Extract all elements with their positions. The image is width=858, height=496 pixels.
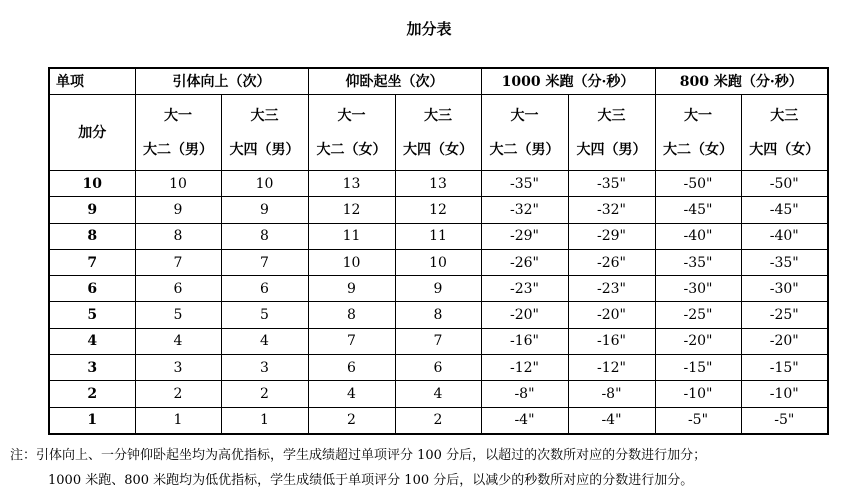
table-cell: -20"	[568, 302, 655, 328]
subheader-bottom: 大二（女）	[316, 141, 387, 158]
header-pullup: 引体向上（次）	[135, 68, 308, 95]
table-cell: -40"	[655, 223, 741, 249]
table-cell: 3	[135, 355, 221, 381]
bonus-points-cell: 9	[49, 197, 135, 223]
table-cell: -32"	[568, 197, 655, 223]
table-cell: -15"	[655, 355, 741, 381]
table-row	[49, 223, 828, 249]
table-cell: 10	[221, 171, 308, 197]
subheader-top: 大三	[770, 107, 799, 124]
table-cell: -50"	[655, 171, 741, 197]
page-title: 加分表	[406, 20, 452, 38]
subheader-bottom: 大二（男）	[143, 141, 213, 158]
table-cell: 2	[395, 407, 481, 434]
bonus-points-cell: 7	[49, 249, 135, 275]
table-cell: 6	[308, 355, 395, 381]
bonus-points-cell: 4	[49, 328, 135, 354]
table-row	[49, 276, 828, 302]
table-cell: 12	[395, 197, 481, 223]
subheader-top: 大三	[424, 107, 452, 124]
table-row	[49, 302, 828, 328]
table-cell: -45"	[741, 197, 828, 223]
bonus-points-cell: 2	[49, 381, 135, 407]
table-cell: -12"	[481, 355, 568, 381]
table-row	[49, 381, 828, 407]
table-row	[49, 328, 828, 354]
table-cell: 11	[395, 223, 481, 249]
table-cell: 8	[135, 223, 221, 249]
table-cell: 9	[221, 197, 308, 223]
table-cell: -35"	[568, 171, 655, 197]
table-cell: 8	[308, 302, 395, 328]
table-header-row	[49, 68, 828, 95]
bonus-points-table	[48, 67, 829, 435]
table-cell: 8	[221, 223, 308, 249]
table-cell: 9	[135, 197, 221, 223]
table-cell: -26"	[481, 249, 568, 275]
table-cell: -30"	[655, 276, 741, 302]
table-cell: 2	[221, 381, 308, 407]
table-cell: -12"	[568, 355, 655, 381]
table-row	[49, 407, 828, 434]
subheader-top: 大一	[684, 107, 712, 124]
subheader-cell	[135, 95, 221, 171]
note-line-2: 1000 米跑、800 米跑均为低优指标，学生成绩低于单项评分 100 分后，以减少的秒数所对应的分数进行加分。	[48, 473, 694, 488]
table-cell: 6	[135, 276, 221, 302]
table-row	[49, 171, 828, 197]
subheader-top: 大三	[250, 107, 279, 124]
table-cell: -4"	[568, 407, 655, 434]
table-cell: 13	[308, 171, 395, 197]
subheader-top: 大一	[337, 107, 366, 124]
table-cell: -16"	[481, 328, 568, 354]
bonus-points-cell: 5	[49, 302, 135, 328]
table-cell: -50"	[741, 171, 828, 197]
table-cell: 4	[135, 328, 221, 354]
subheader-cell	[568, 95, 655, 171]
subheader-bottom: 大四（男）	[229, 141, 300, 158]
bonus-points-cell: 3	[49, 355, 135, 381]
table-cell: -30"	[741, 276, 828, 302]
table-cell: 11	[308, 223, 395, 249]
table-row	[49, 249, 828, 275]
subheader-cell	[655, 95, 741, 171]
table-cell: -23"	[568, 276, 655, 302]
table-cell: -20"	[741, 328, 828, 354]
table-cell: 1	[135, 407, 221, 434]
table-cell: 4	[395, 381, 481, 407]
subheader-cell	[308, 95, 395, 171]
table-cell: 10	[395, 249, 481, 275]
table-cell: -40"	[741, 223, 828, 249]
table-cell: 2	[308, 407, 395, 434]
bonus-points-cell: 10	[49, 171, 135, 197]
header-800m: 800 米跑（分·秒）	[655, 68, 828, 95]
table-cell: 5	[135, 302, 221, 328]
bonus-points-cell: 1	[49, 407, 135, 434]
header-bonus: 加分	[49, 95, 135, 171]
table-cell: -8"	[481, 381, 568, 407]
table-cell: -5"	[655, 407, 741, 434]
table-cell: -45"	[655, 197, 741, 223]
table-cell: -20"	[655, 328, 741, 354]
subheader-bottom: 大二（男）	[489, 141, 560, 158]
subheader-cell	[221, 95, 308, 171]
table-body	[49, 171, 828, 434]
table-cell: -10"	[655, 381, 741, 407]
subheader-bottom: 大四（女）	[749, 141, 820, 158]
table-cell: 1	[221, 407, 308, 434]
table-cell: 8	[395, 302, 481, 328]
note-line-1: 注：引体向上、一分钟仰卧起坐均为高优指标，学生成绩超过单项评分 100 分后，以超过的次数所对应的分数进行加分；	[10, 448, 707, 463]
bonus-points-cell: 6	[49, 276, 135, 302]
table-cell: -8"	[568, 381, 655, 407]
subheader-top: 大三	[597, 107, 626, 124]
table-cell: 10	[308, 249, 395, 275]
table-cell: 5	[221, 302, 308, 328]
table-cell: -23"	[481, 276, 568, 302]
table-cell: -16"	[568, 328, 655, 354]
subheader-bottom: 大二（女）	[663, 141, 733, 158]
table-cell: -29"	[568, 223, 655, 249]
table-cell: -5"	[741, 407, 828, 434]
table-cell: 12	[308, 197, 395, 223]
table-cell: 13	[395, 171, 481, 197]
table-cell: -20"	[481, 302, 568, 328]
table-cell: -4"	[481, 407, 568, 434]
table-cell: -32"	[481, 197, 568, 223]
table-cell: -10"	[741, 381, 828, 407]
table-cell: -35"	[481, 171, 568, 197]
table-cell: 9	[308, 276, 395, 302]
table-cell: 6	[395, 355, 481, 381]
subheader-top: 大一	[510, 107, 539, 124]
table-cell: 10	[135, 171, 221, 197]
table-cell: 9	[395, 276, 481, 302]
subheader-cell	[741, 95, 828, 171]
table-cell: 7	[135, 249, 221, 275]
subheader-bottom: 大四（女）	[403, 141, 473, 158]
table-cell: 4	[308, 381, 395, 407]
table-subheader-row	[49, 95, 828, 171]
table-cell: -25"	[655, 302, 741, 328]
table-row	[49, 355, 828, 381]
subheader-top: 大一	[164, 107, 192, 124]
subheader-bottom: 大四（男）	[576, 141, 647, 158]
table-cell: -35"	[655, 249, 741, 275]
table-cell: 7	[395, 328, 481, 354]
table-cell: -35"	[741, 249, 828, 275]
table-row	[49, 197, 828, 223]
table-cell: 3	[221, 355, 308, 381]
subheader-cell	[481, 95, 568, 171]
header-item: 单项	[49, 68, 135, 95]
table-cell: 6	[221, 276, 308, 302]
subheader-cell	[395, 95, 481, 171]
table-cell: 4	[221, 328, 308, 354]
table-cell: -25"	[741, 302, 828, 328]
table-cell: -15"	[741, 355, 828, 381]
table-cell: -26"	[568, 249, 655, 275]
table-cell: 7	[221, 249, 308, 275]
table-cell: 7	[308, 328, 395, 354]
table-cell: -29"	[481, 223, 568, 249]
table-cell: 2	[135, 381, 221, 407]
header-situp: 仰卧起坐（次）	[308, 68, 481, 95]
bonus-points-cell: 8	[49, 223, 135, 249]
header-1000m: 1000 米跑（分·秒）	[481, 68, 655, 95]
